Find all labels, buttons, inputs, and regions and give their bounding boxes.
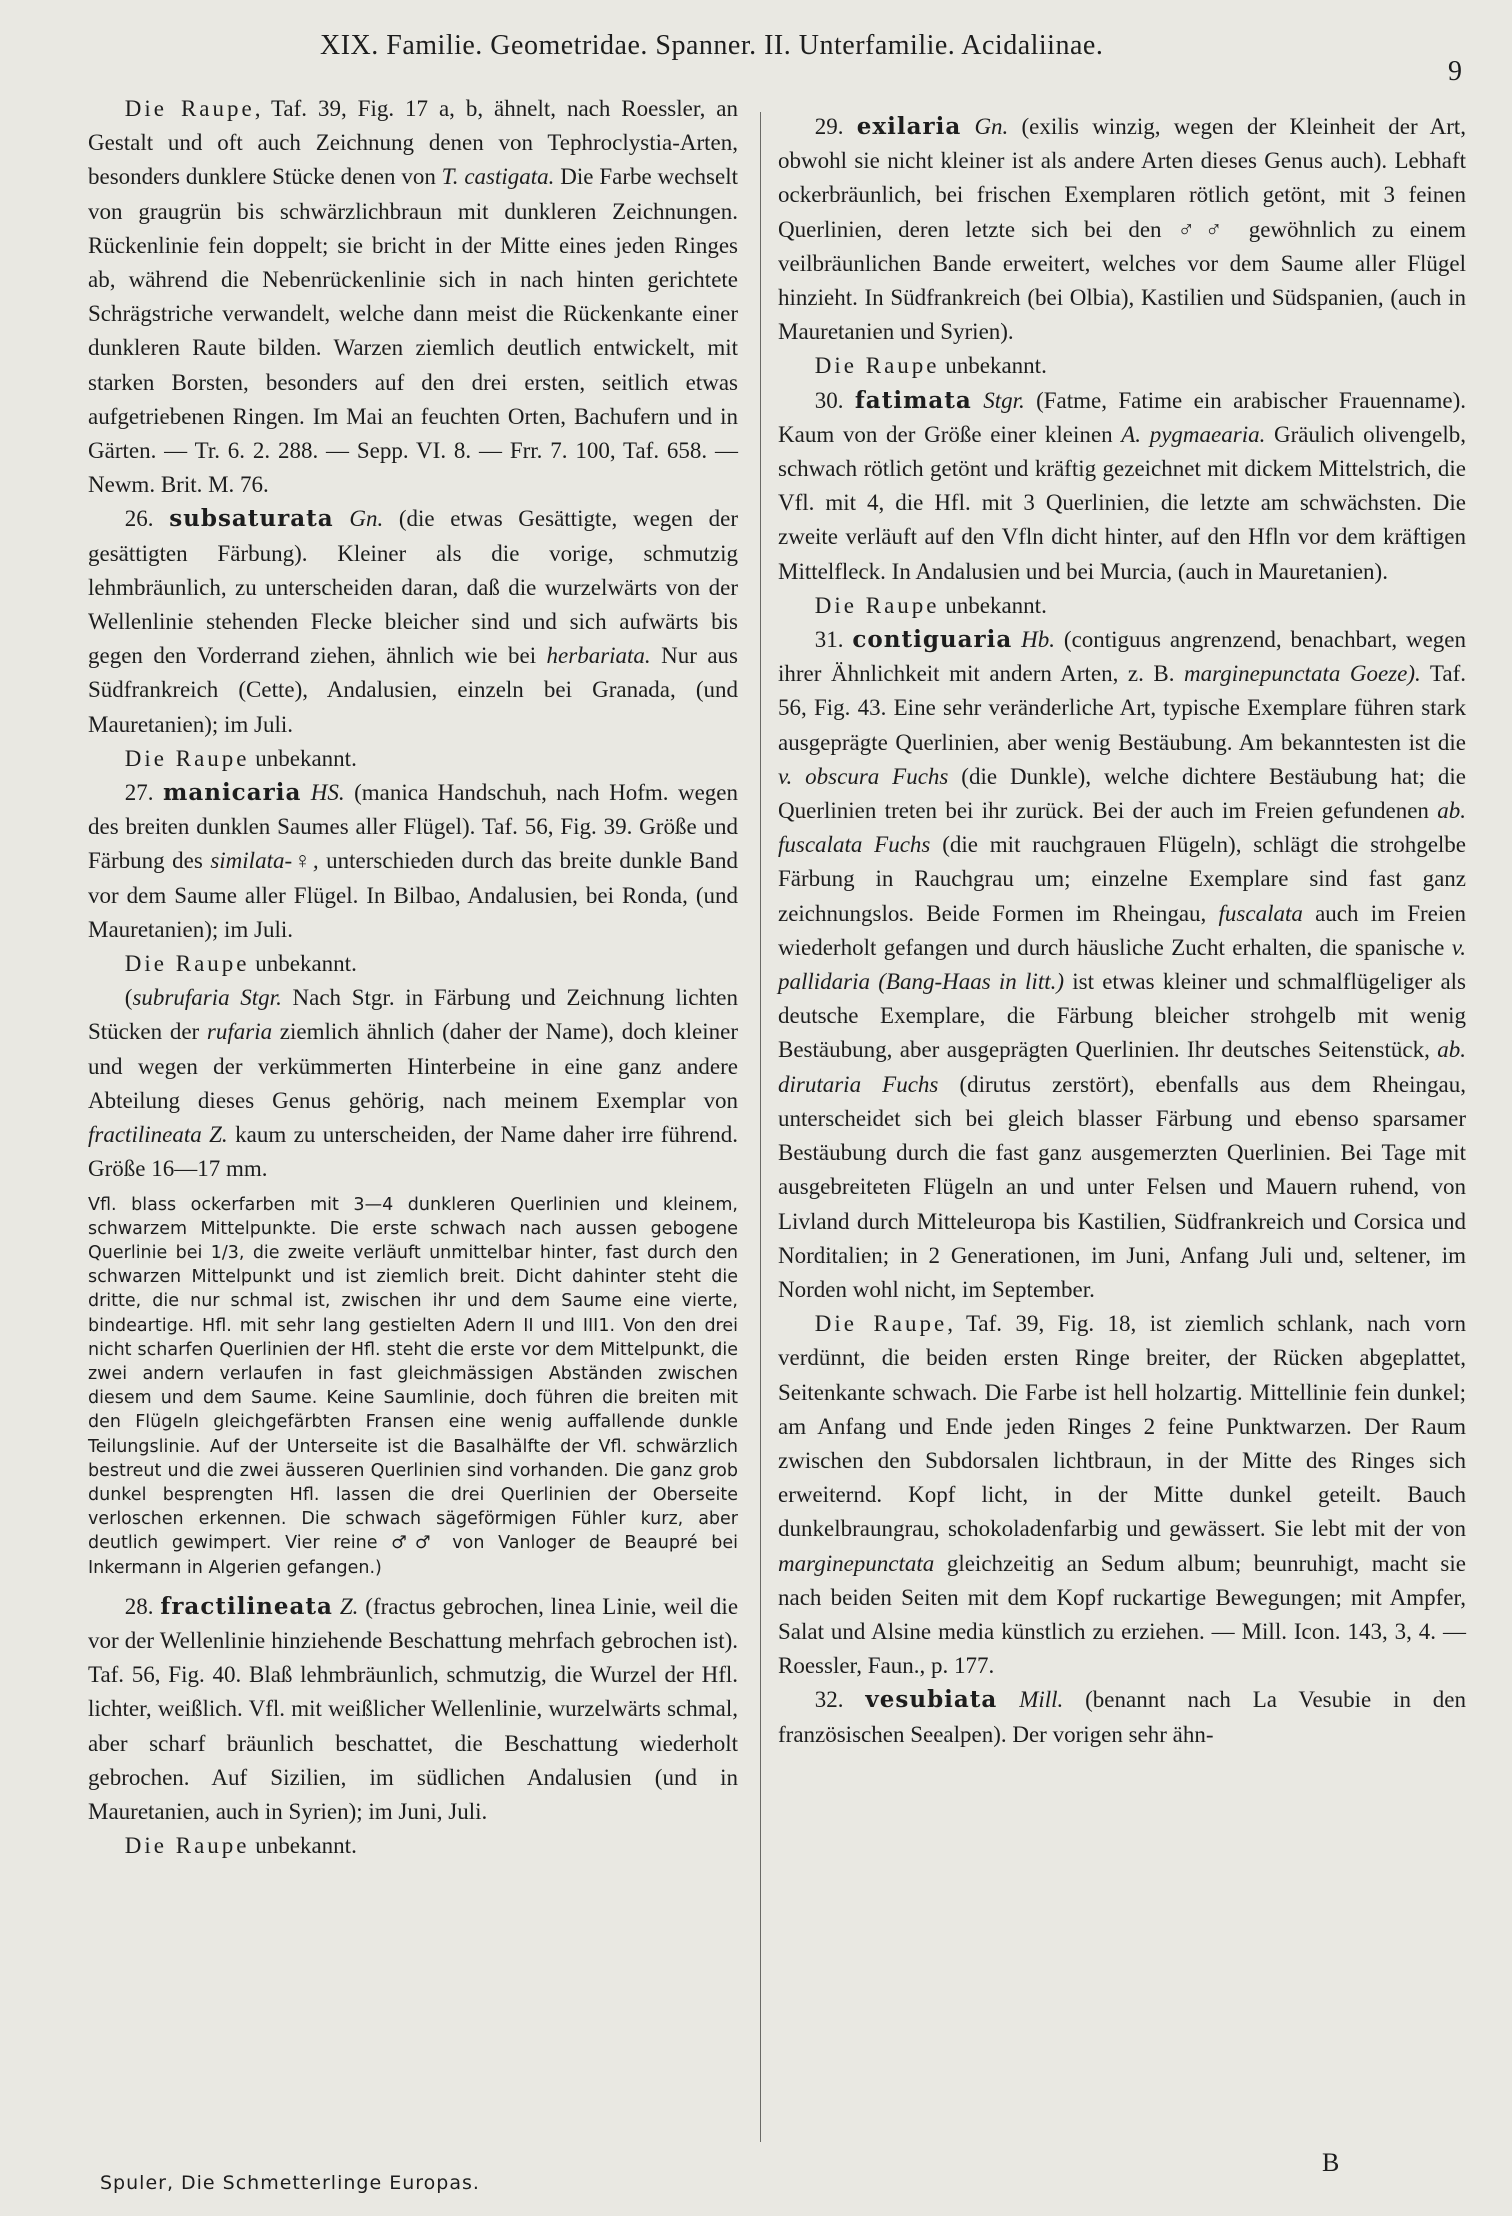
species-reference: ab. fuscalata Fuchs xyxy=(778,798,1466,858)
paragraph-text: Taf. 56, Fig. 43. Eine sehr veränderliche Art, typische Exemplare führen stark ausgeprägte Querlinien, aber wenig Bestäubung. Am bekanntesten ist die xyxy=(778,661,1466,755)
raupe-unknown-29 xyxy=(778,349,1466,383)
raupe-unknown-30 xyxy=(778,589,1466,623)
paragraph-raupe-25 xyxy=(88,92,738,502)
paragraph-text: Gräulich olivengelb, schwach rötlich getönt und kräftig gezeichnet mit dickem Mittelstrich, die Vfl. mit 4, die Hfl. mit 3 Querlinien, die letzte am schwächsten. Die zweite verläuft auf den Vfln dicht hinter, auf den Hfln vor dem kräftigen Mittelfleck. In Andalusien und bei Murcia, (auch in Mauretanien). xyxy=(778,421,1466,584)
paragraph-text: kaum zu unterscheiden, der Name daher irre führend. Größe 16—17 mm. xyxy=(88,1122,738,1182)
species-name: vesubiata xyxy=(865,1686,998,1714)
paragraph-text: Nach Stgr. in Färbung und Zeichnung lichten Stücken der xyxy=(88,985,738,1045)
species-number: 29. xyxy=(814,114,844,139)
left-column xyxy=(88,92,738,1863)
species-name: subsaturata xyxy=(169,505,334,533)
species-author: Gn. xyxy=(974,114,1009,139)
running-head: XIX. Familie. Geometridae. Spanner. II. Unterfamilie. Acidaliinae. xyxy=(320,30,1104,61)
paragraph-text: (die etwas Gesättigte, wegen der gesättigten Färbung). Kleiner als die vorige, schmutzig lehmbräunlich, zu unterscheiden daran, daß die wurzelwärts von der Wellenlinie stehenden Flecke bleicher sind und sich aufwärts bis gegen den Vorderrand ziehen, ähnlich wie bei xyxy=(88,506,738,669)
species-entry-29 xyxy=(778,110,1466,349)
paragraph-text: (exilis winzig, wegen der Kleinheit der Art, obwohl sie nicht kleiner ist als andere Arten dieses Genus auch). Lebhaft ockerbräunlich, bei frischen Exemplaren rötlich getönt, mit 3 feinen Querlinien, deren letzte sich bei den ♂♂ gewöhnlich zu einem veilbräunlichen Bande erweitert, welches vor dem Saume aller Flügel hinzieht. In Südfrankreich (bei Olbia), Kastilien und Südspanien, (auch in Mauretanien und Syrien). xyxy=(778,114,1467,345)
species-author: Mill. xyxy=(1019,1687,1064,1713)
paragraph-text: (contiguus angrenzend, benachbart, wegen ihrer Ähnlichkeit mit andern Arten, z. B. xyxy=(778,627,1466,687)
species-reference: fuscalata xyxy=(1218,900,1303,926)
unknown-text: unbekannt. xyxy=(939,592,1047,618)
species-number: 30. xyxy=(814,387,844,413)
paragraph-text: (fractus gebrochen, linea Linie, weil die vor der Wellenlinie hinziehende Beschattung mehrfach gebrochen ist). Taf. 56, Fig. 40. Blaß lehmbräunlich, schmutzig, die Wurzel der Hfl. lichter, weißlich. Vfl. mit weißlicher Wellenlinie, wurzelwärts schmal, aber scharf bräunlich beschattet, die Beschattung wiederholt gebrochen. Auf Sizilien, im südlichen Andalusien (und in Mauretanien, auch in Syrien); im Juni, Juli. xyxy=(88,1593,739,1824)
page-number: 9 xyxy=(1448,56,1462,87)
species-name: contiguaria xyxy=(852,626,1013,654)
species-reference: A. pygmaearia. xyxy=(1121,421,1266,447)
species-reference: v. obscura Fuchs xyxy=(778,763,949,789)
paragraph-text: Nur aus Südfrankreich (Cette), Andalusien, einzeln bei Granada, (und Mauretanien); im Juli. xyxy=(88,643,738,737)
species-number: 28. xyxy=(124,1593,154,1619)
raupe-heading: Die Raupe xyxy=(814,1311,948,1337)
raupe-heading: Die Raupe xyxy=(124,96,255,121)
paragraph-text: , Taf. 39, Fig. 17 a, b, ähnelt, nach Roessler, an Gestalt und oft auch Zeichnung denen von Tephroclystia-Arten, besonders dunklere Stücke denen von xyxy=(88,96,738,190)
species-reference: fractilineata Z. xyxy=(88,1122,228,1148)
species-name: fractilineata xyxy=(160,1592,333,1620)
species-reference: similata-♀, xyxy=(210,848,319,874)
species-name: exilaria xyxy=(856,113,962,140)
unknown-text: unbekannt. xyxy=(939,353,1047,379)
species-reference: marginepunctata xyxy=(778,1550,935,1576)
raupe-heading: Die Raupe xyxy=(814,353,940,379)
raupe-heading: Die Raupe xyxy=(124,745,250,771)
species-reference: rufaria xyxy=(206,1019,273,1045)
subrufaria-entry xyxy=(88,981,738,1186)
paragraph-text: , Taf. 39, Fig. 18, ist ziemlich schlank, nach vorn verdünnt, die beiden ersten Ringe breiter, der Rücken abgeplattet, Seitenkante schwach. Die Farbe ist hell holzartig. Mittellinie fein dunkel; am Anfang und Ende jeden Ringes 2 feine Punktwarzen. Der Raum zwischen den Subdorsalen lichtbraun, in der Mitte des Ringes sich erweiternd. Kopf licht, in der Mitte dunkel geteilt. Bauch dunkelbraungrau, schokoladenfarbig und gewässert. Sie lebt mit der von xyxy=(778,1311,1467,1542)
paragraph-raupe-31 xyxy=(778,1307,1466,1683)
species-name: fatimata xyxy=(854,386,972,414)
unknown-text: unbekannt. xyxy=(249,745,357,771)
species-entry-26 xyxy=(88,502,738,741)
species-reference: subrufaria Stgr. xyxy=(132,985,282,1011)
raupe-heading: Die Raupe xyxy=(814,592,940,618)
paragraph-text: (benannt nach La Vesubie in den französischen Seealpen). Der vorigen sehr ähn- xyxy=(778,1687,1467,1747)
paragraph-text: gleichzeitig an Sedum album; beunruhigt, macht sie nach beiden Seiten mit dem Kopf ruckartige Bewegungen; mit Ampfer, Salat und Alsine media künstlich zu erziehen. — Mill. Icon. 143, 3, 4. — Roessler, Faun., p. 177. xyxy=(778,1550,1466,1679)
species-author: Hb. xyxy=(1021,627,1056,653)
raupe-heading: Die Raupe xyxy=(124,1833,250,1859)
species-entry-30 xyxy=(778,384,1466,589)
right-column xyxy=(778,110,1466,1752)
species-author: Stgr. xyxy=(983,387,1025,413)
printer-signature: B xyxy=(1322,2148,1340,2177)
species-author: HS. xyxy=(310,780,345,806)
footer-publication: Spuler, Die Schmetterlinge Europas. xyxy=(100,2172,480,2194)
paragraph-text: Die Farbe wechselt von graugrün bis schwärzlichbraun mit dunkleren Zeichnungen. Rückenlinie fein doppelt; sie bricht in der Mitte eines jeden Ringes ab, während die Nebenrückenlinie sich in nach hinten gerichtete Schrägstriche verwandelt, welche dann meist die Rückenkante einer dunkleren Raute bilden. Warzen ziemlich deutlich entwickelt, mit starken Borsten, besonders auf den drei ersten, seitlich etwas aufgetriebenen Ringen. Im Mai an feuchten Orten, Bachufern und in Gärten. — Tr. 6. 2. 288. — Sepp. VI. 8. — Frr. 7. 100, Taf. 658. — Newm. Brit. M. 76. xyxy=(88,164,739,498)
species-name: manicaria xyxy=(162,779,302,807)
species-reference: T. castigata. xyxy=(441,164,555,190)
species-author: Z. xyxy=(339,1593,359,1619)
species-entry-28 xyxy=(88,1590,738,1829)
paragraph-text: (Fatme, Fatime ein arabischer Frauenname). Kaum von der Größe einer kleinen xyxy=(778,387,1466,447)
species-reference: herbariata. xyxy=(546,643,651,669)
paragraph-text: (dirutus zerstört), ebenfalls aus dem Rheingau, unterscheidet sich bei gleich blasser Färbung und ebenso sparsamer Bestäubung durch die fast ganz ausgemerzten Querlinien. Bei Tage mit ausgebreiteten Flügeln an und unter Felsen und Mauern ruhend, von Livland durch Mitteleuropa bis Kastilien, Südfrankreich und Corsica und Norditalien; in 2 Generationen, im Juni, Anfang Juli und, seltener, im Norden wohl nicht, im September. xyxy=(778,1071,1466,1302)
species-reference: ab. dirutaria Fuchs xyxy=(778,1037,1466,1097)
paragraph-text: (die Dunkle), welche dichtere Bestäubung hat; die Querlinien treten bei ihr zurück. Bei der auch im Freien gefundenen xyxy=(778,763,1466,824)
species-entry-32 xyxy=(778,1683,1466,1751)
species-number: 31. xyxy=(814,627,844,653)
paragraph-text: auch im Freien wiederholt gefangen und durch häusliche Zucht erhalten, die spanische xyxy=(778,900,1466,960)
raupe-unknown-26 xyxy=(88,742,738,776)
species-number: 26. xyxy=(124,506,154,532)
species-number: 32. xyxy=(814,1687,844,1713)
paragraph-text: ziemlich ähnlich (daher der Name), doch kleiner und wegen der verkümmerten Hinterbeine in eine ganz andere Abteilung dieses Genus gehörig, nach meinem Exemplar von xyxy=(88,1019,738,1113)
open-paren: ( xyxy=(124,985,133,1011)
paragraph-text: unterschieden durch das breite dunkle Band vor dem Saume aller Flügel. In Bilbao, Andalusien, bei Ronda, (und Mauretanien); im Juli. xyxy=(88,848,738,942)
small-print-description: Vfl. blass ockerfarben mit 3—4 dunkleren Querlinien und kleinem, schwarzem Mittelpunkte. Die erste schwach nach aussen gebogene Querlinie bei 1/3, die zweite verläuft unmittelbar hinter, fast durch den schwarzen Mittelpunkt und ist ziemlich breit. Dicht dahinter steht die dritte, die nur schmal ist, zwischen ihr und dem Saume eine vierte, bindeartige. Hfl. mit sehr lang gestielten Adern II und III1. Von den drei nicht scharfen Querlinien der Hfl. steht die erste vor dem Mittelpunkt, die zwei andern verlaufen in fast gleichmässigen Abständen zwischen diesem und dem Saume. Keine Saumlinie, doch führen die breiten mit den Flügeln gleichgefärbten Fransen eine wenig auffallende dunkle Teilungslinie. Auf der Unterseite ist die Basalhälfte der Vfl. schwärzlich bestreut und die zwei äusseren Querlinien sind vorhanden. Die ganz grob dunkel besprengten Hfl. lassen die drei Querlinien der Oberseite verloschen erkennen. Die schwach sägeförmigen Fühler kurz, aber deutlich gewimpert. Vier reine ♂♂ von Vanloger de Beaupré bei Inkermann in Algerien gefangen.) xyxy=(88,1194,738,1578)
paragraph-text: ist etwas kleiner und schmalflügeliger als deutsche Exemplare, die Färbung bleicher strohgelb mit wenig Bestäubung, aber ausgeprägten Querlinien. Ihr deutsches Seitenstück, xyxy=(778,969,1466,1063)
column-divider xyxy=(760,112,761,2142)
unknown-text: unbekannt. xyxy=(249,1833,357,1859)
unknown-text: unbekannt. xyxy=(249,951,357,977)
species-author: Gn. xyxy=(349,506,384,532)
paragraph-text: (manica Handschuh, nach Hofm. wegen des breiten dunklen Saumes aller Flügel). Taf. 56, Fig. 39. Größe und Färbung des xyxy=(88,780,738,874)
raupe-heading: Die Raupe xyxy=(124,951,250,977)
species-reference: marginepunctata Goeze). xyxy=(1184,661,1421,687)
species-number: 27. xyxy=(124,780,154,806)
species-reference: v. pallidaria (Bang-Haas in litt.) xyxy=(778,934,1466,995)
species-entry-31 xyxy=(778,623,1466,1307)
raupe-unknown-27 xyxy=(88,947,738,981)
species-entry-27 xyxy=(88,776,738,947)
paragraph-text: (die mit rauchgrauen Flügeln), schlägt die strohgelbe Färbung in Rauchgrau um; einzelne Exemplare sind fast ganz zeichnungslos. Beide Formen im Rheingau, xyxy=(778,832,1466,926)
raupe-unknown-28 xyxy=(88,1829,738,1863)
